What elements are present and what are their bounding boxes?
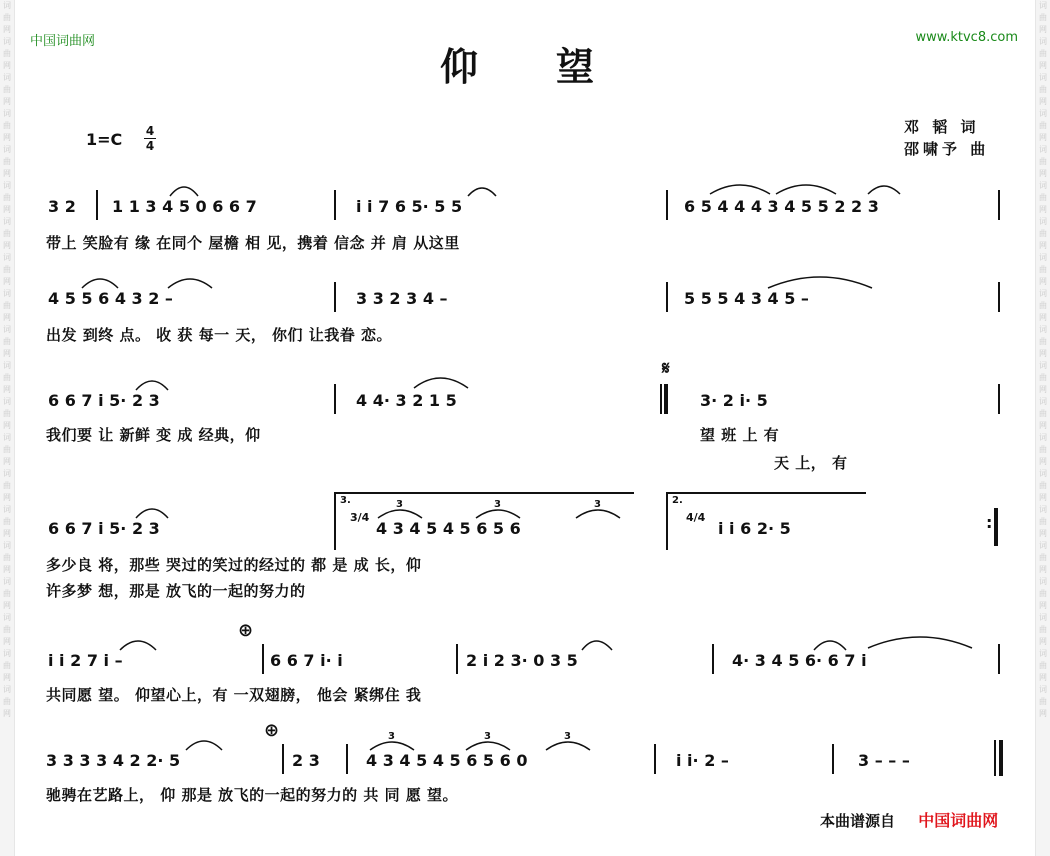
notes-row4-m3: i i 6 2· 5 xyxy=(718,519,791,538)
notes-row1-m3: 6 5 4 4 4 3 4 5 5 2 2 3 xyxy=(684,197,879,216)
notes-row2-m3: 5 5 5 4 3 4 5 – xyxy=(684,289,809,308)
notes-row1-m2: i i 7 6 5· 5 5 xyxy=(356,197,463,216)
meter-top: 4 xyxy=(145,124,155,138)
tuplet-arc xyxy=(476,510,520,518)
lyricist-credit: 邓 韬 词 xyxy=(904,118,980,136)
notes-row4-m2: 4 3 4 5 4 5 6 5 6 xyxy=(376,519,521,538)
lyrics-row4-line2: 许多梦 想，那是 放飞的一起的努力的 xyxy=(46,582,306,600)
slur-arc xyxy=(468,188,496,196)
tuplet-arc xyxy=(576,510,620,518)
tuplet-arc xyxy=(466,742,510,750)
slur-arc xyxy=(768,277,872,288)
slur-arc xyxy=(868,186,900,194)
notes-row3-m3: 3· 2 i· 5 xyxy=(700,391,768,410)
tuplet-arc xyxy=(378,510,422,518)
notes-row6-m4: i i· 2 – xyxy=(676,751,729,770)
footer-source-label: 本曲谱源自 xyxy=(820,812,896,830)
notes-row6-m1: 3 3 3 3 4 2 2· 5 xyxy=(46,751,181,770)
slur-arc xyxy=(814,641,846,650)
svg-text:3: 3 xyxy=(484,731,491,742)
composer-credit: 邵啸予 曲 xyxy=(904,140,990,158)
lyrics-row3-line2: 天 上， 有 xyxy=(774,454,848,472)
notes-row3-m2: 4 4· 3 2 1 5 xyxy=(356,391,457,410)
site-name-link[interactable]: 中国词曲网 xyxy=(30,34,96,49)
left-watermark-strip: 词曲网词曲网词曲网词曲网词曲网词曲网词曲网词曲网词曲网词曲网词曲网词曲网词曲网词曲网词曲网词曲网词曲网词曲网词曲网词曲网 xyxy=(0,0,15,856)
slur-arc xyxy=(136,381,168,390)
slur-arc xyxy=(776,185,836,194)
lyrics-row3-line1b: 望 班 上 有 xyxy=(700,426,780,444)
notes-row4-m1: 6 6 7 i 5· 2 3 xyxy=(48,519,160,538)
svg-text:3: 3 xyxy=(494,499,501,510)
slur-arc xyxy=(868,637,972,648)
notes-row6-m3: 4 3 4 5 4 5 6 5 6 0 xyxy=(366,751,528,770)
notes-row5-m4: 4· 3 4 5 6· 6 7 i xyxy=(732,651,867,670)
notes-row5-m3: 2 i 2 3· 0 3 5 xyxy=(466,651,578,670)
svg-text:3: 3 xyxy=(594,499,601,510)
tuplet-arc xyxy=(370,742,414,750)
site-url-link[interactable]: www.ktvc8.com xyxy=(915,30,1018,45)
time-change-4-4: 4/4 xyxy=(686,511,706,524)
slur-arc xyxy=(82,279,118,288)
meter-bottom: 4 xyxy=(145,139,155,153)
footer xyxy=(820,808,998,831)
right-watermark-strip: 词曲网词曲网词曲网词曲网词曲网词曲网词曲网词曲网词曲网词曲网词曲网词曲网词曲网词曲网词曲网词曲网词曲网词曲网词曲网词曲网 xyxy=(1035,0,1050,856)
svg-text:3: 3 xyxy=(388,731,395,742)
notes-row2-m1: 4 5 5 6 4 3 2 – xyxy=(48,289,173,308)
notes-row6-m2: 2 3 xyxy=(292,751,320,770)
segno-icon: 𝄋 xyxy=(662,358,670,379)
slur-arc xyxy=(120,641,156,650)
repeat-end-dots: : xyxy=(986,513,993,532)
slur-arc xyxy=(582,641,612,650)
lyrics-row4-line1: 多少良 将，那些 哭过的笑过的经过的 都 是 成 长，仰 xyxy=(46,556,422,574)
slur-arc xyxy=(186,741,222,750)
song-title: 仰望 xyxy=(440,44,673,89)
notes-row3-m1: 6 6 7 i 5· 2 3 xyxy=(48,391,160,410)
slur-arc xyxy=(136,509,168,518)
notes-row1-m1: 1 1 3 4 5 0 6 6 7 xyxy=(112,197,257,216)
volta-label-3: 3. xyxy=(340,495,351,506)
lyrics-row3-line1: 我们要 让 新鲜 变 成 经典，仰 xyxy=(46,426,261,444)
lyrics-row5: 共同愿 望。 仰望心上，有 一双翅膀， 他会 紧绑住 我 xyxy=(46,686,422,704)
key-signature: 1=C xyxy=(86,130,123,149)
lyrics-row6: 驰骋在艺路上， 仰 那是 放飞的一起的努力的 共 同 愿 望。 xyxy=(46,786,459,804)
svg-text:3: 3 xyxy=(396,499,403,510)
coda-icon: ⊕ xyxy=(264,720,280,741)
slur-arc xyxy=(168,279,212,288)
notes-row5-m2: 6 6 7 i· i xyxy=(270,651,343,670)
coda-icon: ⊕ xyxy=(238,620,254,641)
slur-arc xyxy=(414,378,468,388)
lyrics-row1: 带上 笑脸有 缘 在同个 屋檐 相 见，携着 信念 并 肩 从这里 xyxy=(46,234,460,252)
notes-row6-m5: 3 – – – xyxy=(858,751,910,770)
svg-text:3: 3 xyxy=(564,731,571,742)
slur-arc xyxy=(710,185,770,194)
lyrics-row2: 出发 到终 点。 收 获 每一 天， 你们 让我眷 恋。 xyxy=(46,326,393,344)
time-change-3-4: 3/4 xyxy=(350,511,370,524)
tuplet-arc xyxy=(546,742,590,750)
volta-label-2: 2. xyxy=(672,495,683,506)
footer-brand-link[interactable]: 中国词曲网 xyxy=(918,811,999,830)
notes-row1-pickup: 3 2 xyxy=(48,197,76,216)
notes-row2-m2: 3 3 2 3 4 – xyxy=(356,289,448,308)
slur-arc xyxy=(170,187,198,196)
notes-row5-m1: i i 2 7 i – xyxy=(48,651,123,670)
